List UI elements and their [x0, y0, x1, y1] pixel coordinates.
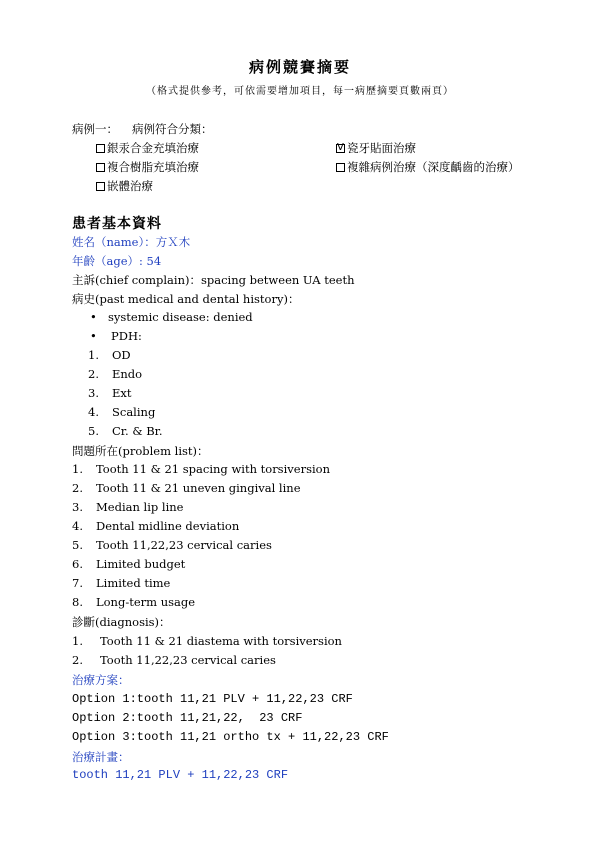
- history-label: 病史(past medical and dental history)：: [72, 292, 300, 306]
- case-label: 病例一：: [72, 122, 118, 136]
- patient-age: 年齡（age）: 54: [72, 254, 162, 268]
- pdh-item: 2. Endo: [88, 367, 143, 381]
- treatment-plan-label: 治療計畫：: [72, 750, 130, 764]
- problem-item: 2. Tooth 11 & 21 uneven gingival line: [72, 481, 301, 495]
- problem-item: 6. Limited budget: [72, 557, 186, 571]
- treatment-option: Option 2:tooth 11,21,22, 23 CRF: [72, 711, 303, 725]
- patient-heading: 患者基本資料: [72, 216, 162, 232]
- pdh-item: 4. Scaling: [88, 405, 156, 419]
- checkbox-amalgam[interactable]: [96, 144, 105, 153]
- category-composite[interactable]: 複合樹脂充填治療: [96, 159, 199, 175]
- problem-item: 5. Tooth 11,22,23 cervical caries: [72, 538, 272, 552]
- treatment-option: Option 1:tooth 11,21 PLV + 11,22,23 CRF: [72, 692, 353, 706]
- diagnosis-label: 診斷(diagnosis)：: [72, 615, 171, 629]
- history-bullet: • systemic disease: denied: [90, 310, 253, 324]
- category-veneer[interactable]: V 瓷牙貼面治療: [336, 140, 416, 156]
- treatment-options-label: 治療方案：: [72, 673, 130, 687]
- category-inlay[interactable]: 嵌體治療: [96, 178, 153, 194]
- category-label: 病例符合分類：: [132, 122, 213, 136]
- pdh-item: 5. Cr. & Br.: [88, 424, 163, 438]
- page-title: 病例競賽摘要: [248, 58, 351, 76]
- history-bullet: • PDH:: [90, 329, 142, 343]
- treatment-plan: tooth 11,21 PLV + 11,22,23 CRF: [72, 768, 289, 782]
- problem-list-label: 問題所在(problem list)：: [72, 444, 209, 458]
- chief-complaint: 主訴(chief complain)：spacing between UA teeth: [72, 273, 355, 287]
- category-complex[interactable]: 複雜病例治療（深度齲齒的治療）: [336, 159, 520, 175]
- diagnosis-item: 2. Tooth 11,22,23 cervical caries: [72, 653, 276, 667]
- diagnosis-item: 1. Tooth 11 & 21 diastema with torsiversion: [72, 634, 342, 648]
- problem-item: 1. Tooth 11 & 21 spacing with torsiversion: [72, 462, 330, 476]
- pdh-item: 3. Ext: [88, 386, 132, 400]
- problem-item: 4. Dental midline deviation: [72, 519, 240, 533]
- problem-item: 7. Limited time: [72, 576, 171, 590]
- problem-item: 8. Long-term usage: [72, 595, 196, 609]
- page-subtitle: （格式提供參考，可依需要增加項目，每一病歷摘要頁數兩頁）: [146, 86, 454, 97]
- category-amalgam[interactable]: 銀汞合金充填治療: [96, 140, 199, 156]
- patient-name: 姓名（name）：方Ｘ木: [72, 235, 191, 249]
- pdh-item: 1. OD: [88, 348, 131, 362]
- treatment-option: Option 3:tooth 11,21 ortho tx + 11,22,23 CRF: [72, 730, 389, 744]
- checkbox-veneer[interactable]: [336, 144, 345, 153]
- checkbox-composite[interactable]: [96, 163, 105, 172]
- checkbox-inlay[interactable]: [96, 182, 105, 191]
- checkbox-complex[interactable]: [336, 163, 345, 172]
- problem-item: 3. Median lip line: [72, 500, 184, 514]
